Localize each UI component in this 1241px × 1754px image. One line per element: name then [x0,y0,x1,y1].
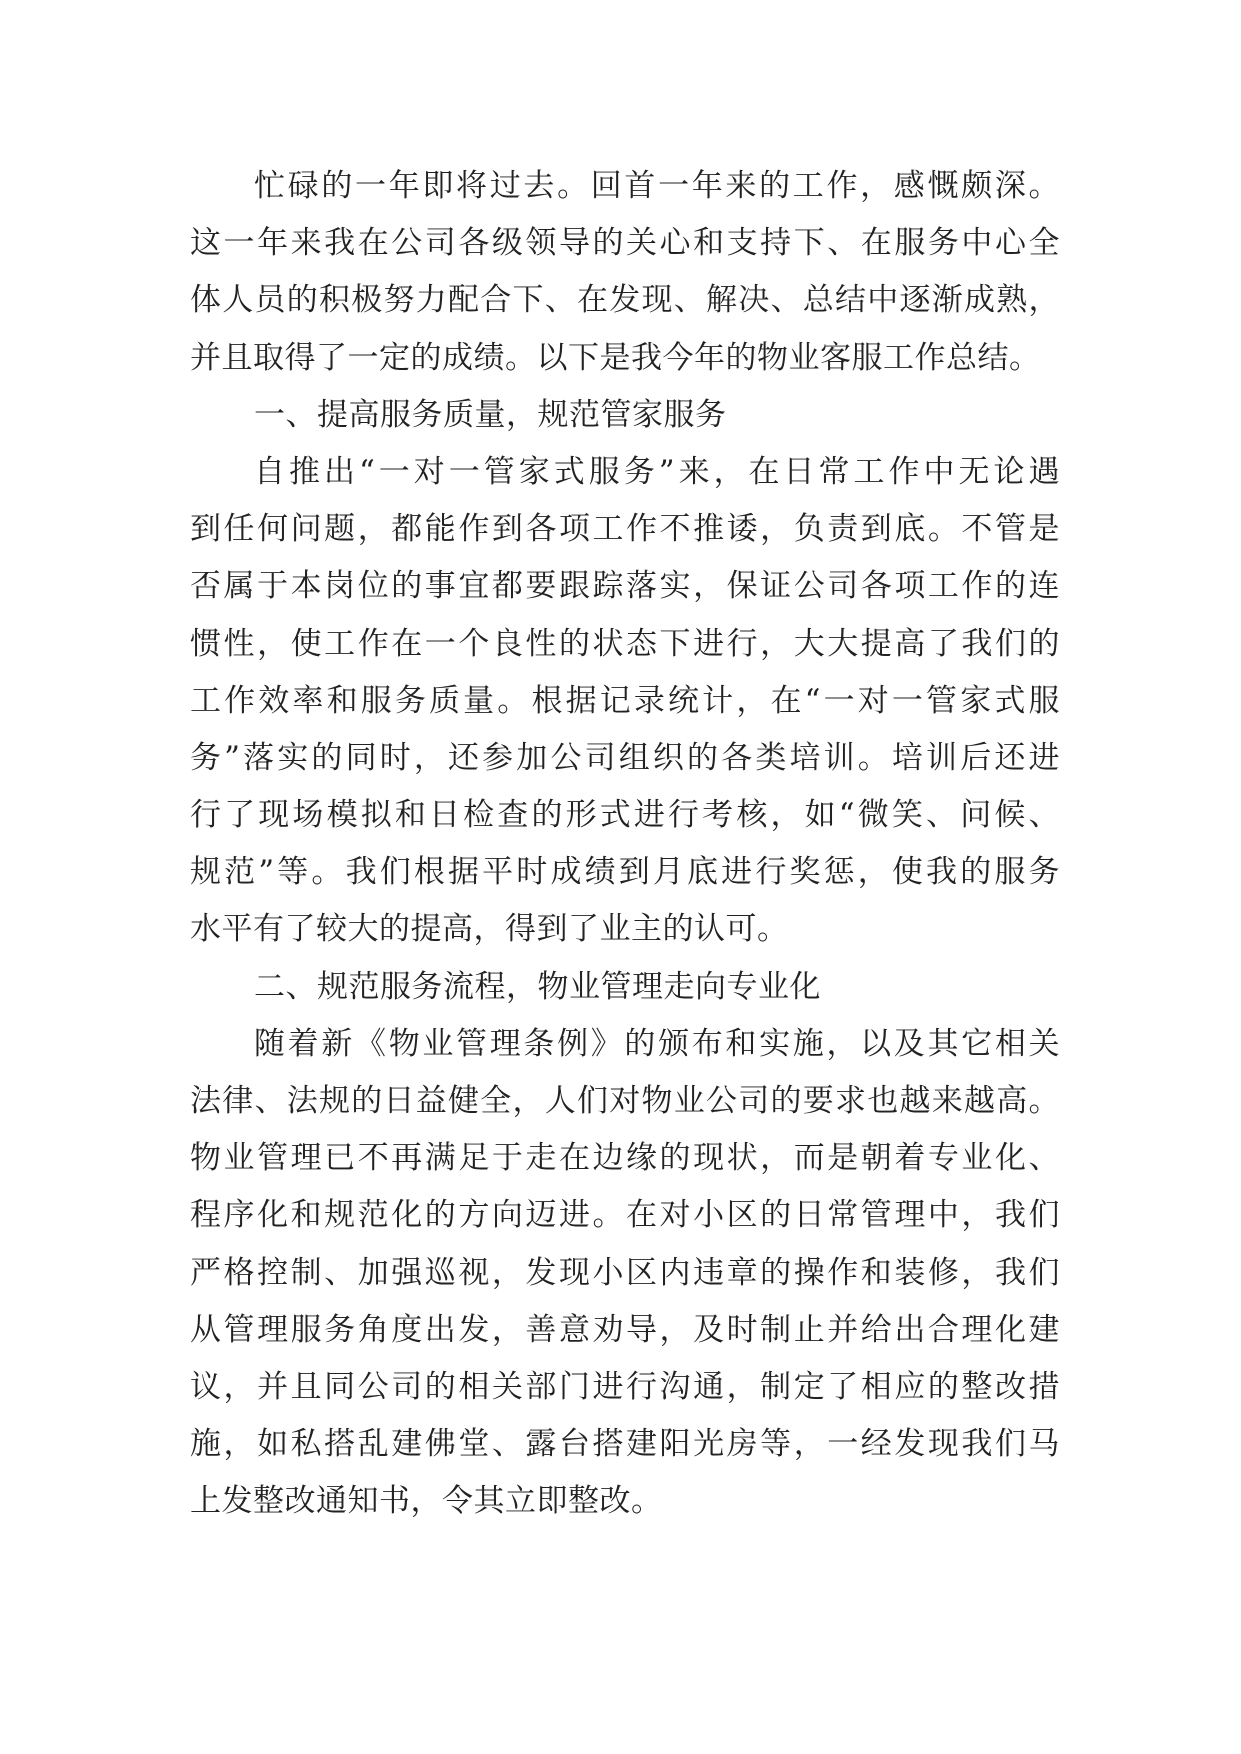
paragraph-line: 施，如私搭乱建佛堂、露台搭建阳光房等，一经发现我们马 [190,1426,1060,1463]
paragraph-line: 否属于本岗位的事宜都要跟踪落实，保证公司各项工作的连 [190,568,1060,605]
paragraph-line: 上发整改通知书，令其立即整改。 [190,1483,663,1520]
paragraph-line: 规范”等。我们根据平时成绩到月底进行奖惩，使我的服务 [190,854,1060,891]
section-heading-1: 一、提高服务质量，规范管家服务 [254,396,727,433]
paragraph-line: 行了现场模拟和日检查的形式进行考核，如“微笑、问候、 [190,797,1060,834]
paragraph-line: 工作效率和服务质量。根据记录统计，在“一对一管家式服 [190,682,1060,719]
paragraph-line: 这一年来我在公司各级领导的关心和支持下、在服务中心全 [190,225,1060,262]
paragraph-line: 水平有了较大的提高，得到了业主的认可。 [190,911,789,948]
section-1-paragraph [190,444,1060,959]
paragraph-line: 物业管理已不再满足于走在边缘的现状，而是朝着专业化、 [190,1140,1060,1177]
section-heading-2: 二、规范服务流程，物业管理走向专业化 [254,968,821,1005]
paragraph-line: 程序化和规范化的方向迈进。在对小区的日常管理中，我们 [190,1197,1060,1234]
paragraph-line: 务”落实的同时，还参加公司组织的各类培训。培训后还进 [190,739,1060,776]
intro-paragraph [190,158,1060,387]
paragraph-line: 随着新《物业管理条例》的颁布和实施，以及其它相关 [254,1025,1060,1062]
paragraph-line: 法律、法规的日益健全，人们对物业公司的要求也越来越高。 [190,1083,1060,1119]
paragraph-line: 严格控制、加强巡视，发现小区内违章的操作和装修，我们 [190,1254,1060,1291]
document-body [190,158,1060,1531]
paragraph-line: 从管理服务角度出发，善意劝导，及时制止并给出合理化建 [190,1311,1060,1348]
paragraph-line: 惯性，使工作在一个良性的状态下进行，大大提高了我们的 [190,625,1060,662]
section-2-paragraph [190,1016,1060,1531]
paragraph-line: 并且取得了一定的成绩。以下是我今年的物业客服工作总结。 [190,339,1041,376]
paragraph-line: 议，并且同公司的相关部门进行沟通，制定了相应的整改措 [190,1368,1060,1405]
paragraph-line: 忙碌的一年即将过去。回首一年来的工作，感慨颇深。 [254,168,1060,204]
paragraph-line: 到任何问题，都能作到各项工作不推诿，负责到底。不管是 [190,511,1060,548]
paragraph-line: 自推出“一对一管家式服务”来，在日常工作中无论遇 [254,453,1060,490]
paragraph-line: 体人员的积极努力配合下、在发现、解决、总结中逐渐成熟， [190,282,1060,319]
